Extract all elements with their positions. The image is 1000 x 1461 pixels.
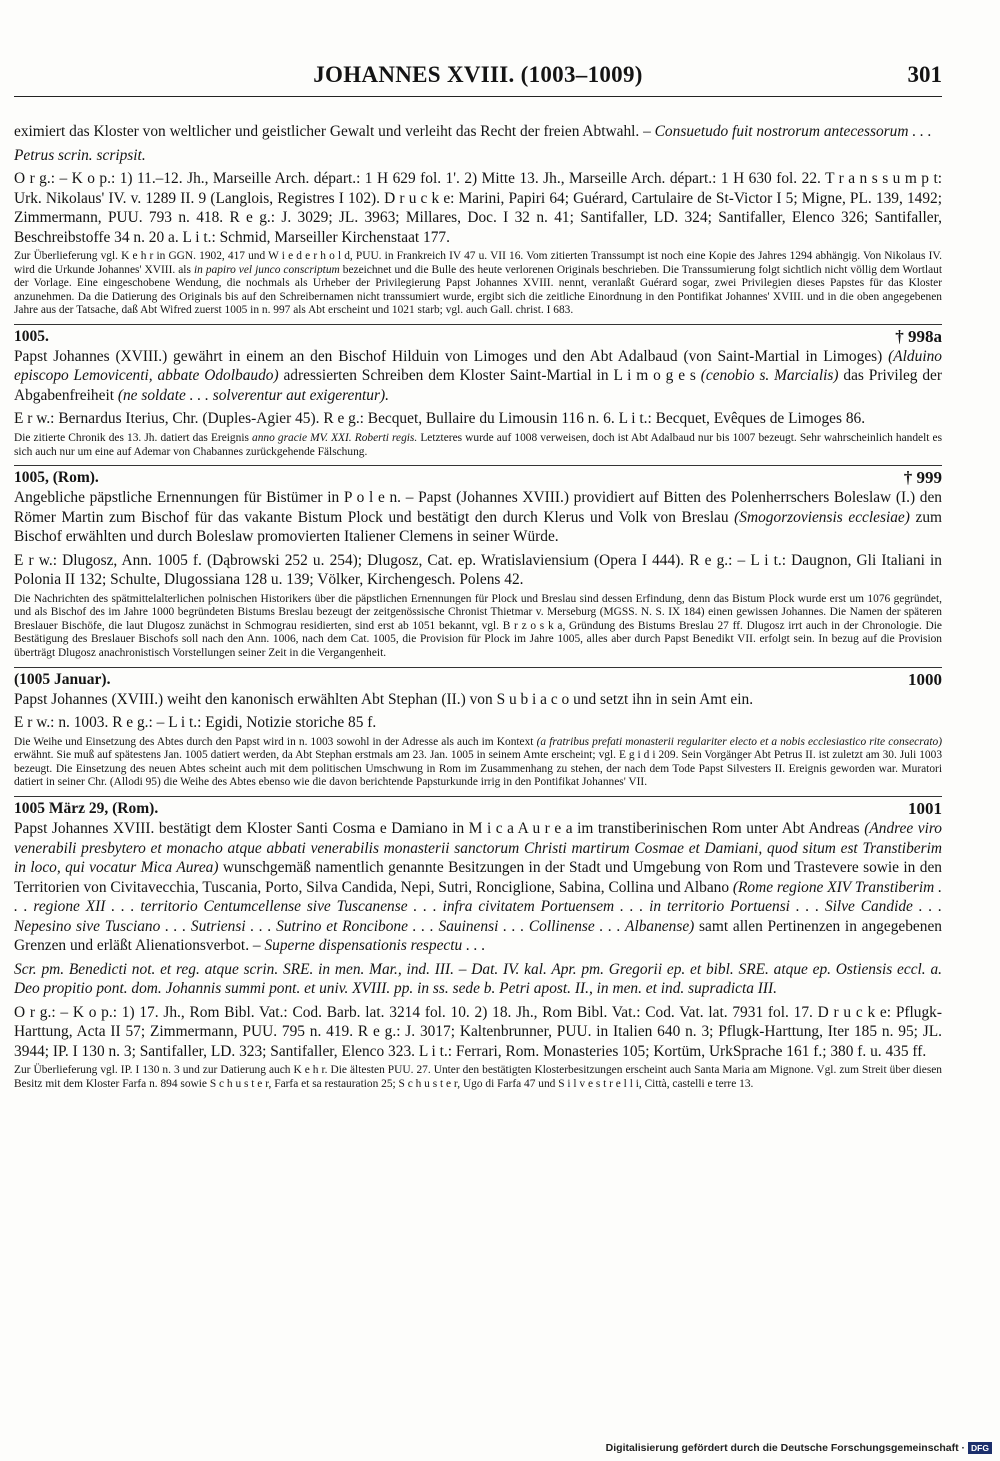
entry-date: (1005 Januar). <box>14 670 111 688</box>
page-number: 301 <box>907 62 942 87</box>
entry-1000-note: Die Weihe und Einsetzung des Abtes durch den Papst wird in n. 1003 sowohl in der Adresse als auch im Kontext (a fratribus prefati monasterii regulariter electo et a nobis ecclesiastico rite consecrato) erwähnt. Sie muß auf spätestens Jan. 1005 datiert werden, da Abt Stephan erstmals am 23. Jan. 1005 in seinem Amte erscheint; vgl. E g i d i 209. Sein Vorgänger Abt Petrus II. ist zuletzt am 30. Juli 1003 bezeugt. Die Einsetzung des neuen Abtes scheint auch mit dem politischen Umschwung in Rom im Zusammenhang zu stehen, der nach dem Tode Papst Silvesters II. Ereignis geworden war. Muratori datiert in seiner Chr. (Allodi 95) die Weihe des Abtes ebenso wie die davon berichtende Papsturkunde irrig in den Pontifikat Johannes' VII. <box>14 735 943 789</box>
intro-note: Zur Überlieferung vgl. K e h r in GGN. 1902, 417 und W i e d e r h o l d, PUU. in Frankreich IV 47 u. VII 16. Vom zitierten Transsumpt ist noch eine Kopie des Jahres 1294 abhängig. Von Nikolaus IV. wird die Urkunde Johannes' XVIII. als in papiro vel junco conscriptum bezeichnet und die Bulle des heute verlorenen Originals beschrieben. Die Transsumierung folgt sichtlich nicht völlig dem Wortlaut der Vorlage. Eine eingeschobene Wendung, die nochmals als Urheber der Privilegierung Papst Johannes XVIII. nennt, veranlaßt Guérard sogar, zwei Privilegien dieses Papstes für das Kloster anzunehmen. Da die Datierung des Originals bis auf den Schreibernamen nicht transsumiert wurde, ergibt sich die zeitliche Einordnung in den Pontifikat Johannes' XVIII. und in die oben angegebenen Jahre aus der Tatsache, daß Abt Wifred zuerst 1005 in n. 997 als Abt erscheint und 1021 starb; vgl. auch Gall. christ. I 683. <box>14 250 942 317</box>
footer-text: Digitalisierung gefördert durch die Deutsche Forschungsgemeinschaft · <box>605 1442 966 1454</box>
entry-number: † 998a <box>895 326 942 346</box>
entry-999-heading <box>14 465 942 488</box>
page-content <box>14 122 942 1091</box>
entry-998a-heading <box>14 324 942 347</box>
entry-1001-text: Papst Johannes XVIII. bestätigt dem Kloster Santi Cosma e Damiano in M i c a A u r e a im transtiberinischen Rom unter Abt Andreas (Andree viro venerabili presbytero et monacho atque abbati venerabilis monasterii sanctorum Christi martirum Cosmae et Damiani, quod situm est Transtiberim in loco, qui vocatur Mica Aurea) wunschgemäß namentlich genannte Besitzungen in der Stadt und Umgebung von Rom und Trastevere sowie in den Territorien von Civitavecchia, Tuscania, Porto, Silva Candida, Nepi, Sutri, Ronciglione, Sabina, Collina und Albano (Rome regione XIV Transtiberim . . . regione XII . . . territorio Centumcellense sive Tuscanense . . . infra civitatem Portuensem . . . in territorio Portuensi . . . Silve Candide . . . Nepesino sive Tusciano . . . Sutriensi . . . Sutrino et Roncibone . . . Sauinensi . . . Collinense . . . Albanense) samt allen Pertinenzen in angegebenen Grenzen und erläßt Alienationsverbot. – Superne dispensationis respectu . . . <box>14 820 942 954</box>
running-header <box>14 60 942 97</box>
entry-1000-text: Papst Johannes (XVIII.) weiht den kanonisch erwählten Abt Stephan (II.) von S u b i a c o und setzt ihn in sein Amt ein. <box>14 690 754 708</box>
intro-scribe: Petrus scrin. scripsit. <box>14 146 146 164</box>
entry-998a-text: Papst Johannes (XVIII.) gewährt in einem an den Bischof Hilduin von Limoges und den Abt Adalbaud (von Saint-Martial in Limoges) (Alduino episcopo Lemovicenti, abbate Odolbaudo) adressierten Schreiben dem Kloster Saint-Martial in L i m o g e s (cenobio s. Marcialis) das Privileg der Abgabenfreiheit (ne soldate . . . solverentur aut exigerentur). <box>14 347 943 404</box>
entry-1001-note: Zur Überlieferung vgl. IP. I 130 n. 3 und zur Datierung auch K e h r. Die ältesten PUU. 27. Unter den bestätigten Klosterbesitzungen erscheint auch Santa Maria am Mignone. Vgl. zum Streit über diesen Besitz mit dem Kloster Farfa n. 894 sowie S c h u s t e r, Farfa et sa restauration 25; S c h u s t e r, Ugo di Farfa 47 und S i l v e s t r e l l i, Città, castelli e terre 13. <box>14 1064 943 1090</box>
dfg-logo: DFG <box>968 1442 992 1454</box>
entry-1000-heading <box>14 667 942 690</box>
entry-date: 1005, (Rom). <box>14 469 99 487</box>
entry-1000-refs: E r w.: n. 1003. R e g.: – L i t.: Egidi, Notizie storiche 85 f. <box>14 714 377 732</box>
entry-999-note: Die Nachrichten des spätmittelalterlichen polnischen Historikers über die päpstlichen Ernennungen für Plock und Breslau sind dessen Erfindung, denn das Bistum Plock wurde erst um 1076 gegründet, und als Bischof des im Jahre 1000 begründeten Bistums Breslau bezeugt der zeitgenössische Chronist Thietmar v. Merseburg (MGSS. N. S. IX 184) einen gewissen Johannes. Die Namen der späteren Breslauer Bischöfe, die laut Dlugosz zunächst in Schmograu residierten, sind erst ab 1051 bekannt, vgl. B r z o s k a, Gründung des Bistums Breslau 27 ff. Dlugosz irrt auch in der Chronologie. Die Bestätigung des Breslauer Bischofs soll nach den Ann. 1006, nach dem Cat. 1005, die Provision für Plock im Jahre 1005, alles aber durch Papst Benedikt VII. erfolgt sein. In bezug auf die Provision überträgt Dlugosz anachronistisch Vorstellungen seiner Zeit in die Vergangenheit. <box>14 592 942 660</box>
entry-998a-refs: E r w.: Bernardus Iterius, Chr. (Duples-Agier 45). R e g.: Becquet, Bullaire du Limousin 116 n. 6. L i t.: Becquet, Evêques de Limoges 86. <box>14 410 866 428</box>
entry-999-text: Angebliche päpstliche Ernennungen für Bistümer in P o l e n. – Papst (Johannes XVIII.) providiert auf Bitten des Polenherrschers Boleslaw (I.) den Römer Martin zum Bischof für das vakante Bistum Plock und bestätigt den durch Klerus und Volk von Breslau (Smogorzoviensis ecclesiae) zum Bischof erwählten und durch Boleslaw promovierten Italiener Clemens in seiner Würde. <box>14 489 942 546</box>
entry-date: 1005. <box>14 327 49 345</box>
entry-number: 1000 <box>908 669 942 689</box>
entry-number: † 999 <box>903 468 942 488</box>
page-title: JOHANNES XVIII. (1003–1009) <box>313 62 643 87</box>
entry-number: 1001 <box>908 799 942 818</box>
entry-1001-tradition: O r g.: – K o p.: 1) 17. Jh., Rom Bibl. Vat.: Cod. Barb. lat. 3214 fol. 10. 2) 18. Jh., Rom Bibl. Vat.: Cod. Vat. lat. 7931 fol. 17. D r u c k e: Pflugk-Harttung, Acta II 57; Zimmermann, PUU. 795 n. 419. R e g.: J. 3017; Kaltenbrunner, PUU. in Italien 640 n. 3; Pflugk-Harttung, Iter 185 n. 95; JL. 3944; IP. I 130 n. 3; Santifaller, LD. 323; Santifaller, Elenco 323. L i t.: Ferrari, Rom. Monasteries 105; Kortüm, UrkSprache 161 f.; 380 f. u. 435 ff. <box>14 1003 942 1060</box>
entry-998a-note: Die zitierte Chronik des 13. Jh. datiert das Ereignis anno gracie MV. XXI. Roberti regis. Letzteres wurde auf 1008 verweisen, doch ist Abt Adalbaud nur bis 1007 bezeugt. Sehr wahrscheinlich handelt es sich auch nur um eine auf Ademar von Chabannes zurückgehende Fälschung. <box>14 431 943 458</box>
intro-tradition: O r g.: – K o p.: 1) 11.–12. Jh., Marseille Arch. départ.: 1 H 629 fol. 1'. 2) Mitte 13. Jh., Marseille Arch. départ.: 1 H 630 fol. 22. T r a n s s u m p t: Urk. Nikolaus' IV. v. 1289 II. 9 (Langlois, Registres I 102). D r u c k e: Marini, Papiri 64; Guérard, Cartulaire de St-Victor I 5; Migne, PL. 139, 1492; Zimmermann, PUU. 793 n. 418. R e g.: J. 3029; JL. 3963; Millares, Doc. I 32 n. 41; Santifaller, LD. 324; Santifaller, Elenco 326; Santifaller, Beschreibstoffe 34 n. 20 a. L i t.: Schmid, Marseiller Kirchenstaat 177. <box>14 170 943 246</box>
entry-1001-scribe: Scr. pm. Benedicti not. et reg. atque scrin. SRE. in men. Mar., ind. III. – Dat. IV. kal. Apr. pm. Gregorii ep. et bibl. SRE. atque ep. Ostiensis eccl. a. Deo propitio pont. dom. Johannis summi pont. et univ. XVIII. pp. in ss. sede b. Petri apost. II., in men. et ind. supradicta III. <box>14 960 942 997</box>
digitization-footer <box>606 1442 992 1454</box>
intro-text: eximiert das Kloster von weltlicher und geistlicher Gewalt und verleiht das Recht der freien Abtwahl. – Consuetudo fuit nostrorum antecessorum . . . <box>14 123 932 140</box>
entry-1001-heading <box>14 796 942 819</box>
entry-999-refs: E r w.: Dlugosz, Ann. 1005 f. (Dąbrowski 252 u. 254); Dlugosz, Cat. ep. Wratislaviensium (Opera I 444). R e g.: – L i t.: Daugnon, Gli Italiani in Polonia II 132; Schulte, Dlugossiana 128 u. 139; Völker, Kirchengesch. Polens 42. <box>14 551 942 589</box>
entry-date: 1005 März 29, (Rom). <box>14 800 159 817</box>
